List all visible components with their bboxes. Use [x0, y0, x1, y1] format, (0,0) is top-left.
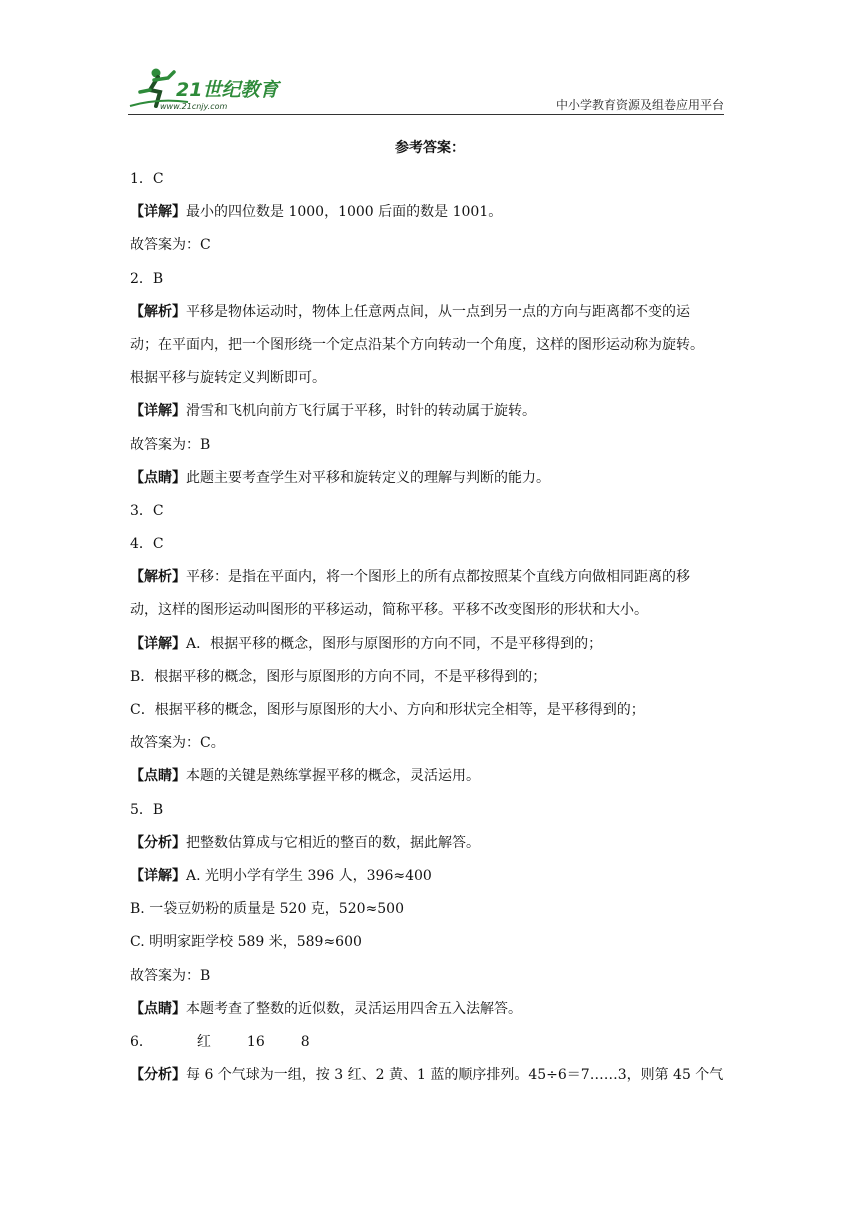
- answer-line: 2．B: [130, 270, 164, 287]
- answer-line: 【点睛】此题主要考查学生对平移和旋转定义的理解与判断的能力。: [130, 469, 550, 486]
- answer-content: [130, 163, 730, 1092]
- page-header: [128, 62, 724, 116]
- answer-line: 故答案为：C。: [130, 735, 225, 752]
- answer-line: 故答案为：C: [130, 237, 211, 254]
- answer-line: 【解析】平移：是指在平面内，将一个图形上的所有点都按照某个直线方向做相同距离的移: [130, 569, 690, 586]
- answer-line: 根据平移与旋转定义判断即可。: [130, 370, 326, 387]
- answer-line: C．根据平移的概念，图形与原图形的大小、方向和形状完全相等，是平移得到的；: [130, 702, 645, 718]
- page-title: 参考答案：: [395, 140, 465, 156]
- answer-line: 【分析】每 6 个气球为一组，按 3 红、2 黄、1 蓝的顺序排列。45÷6＝7……3，则第 45 个气: [130, 1067, 724, 1084]
- answer-line: 【详解】A．根据平移的概念，图形与原图形的方向不同，不是平移得到的；: [130, 635, 603, 652]
- answer-line: 【点睛】本题的关键是熟练掌握平移的概念，灵活运用。: [130, 768, 480, 785]
- answer-line: 3．C: [130, 502, 164, 519]
- answer-line: B．根据平移的概念，图形与原图形的方向不同，不是平移得到的；: [130, 668, 547, 685]
- answer-line: 4．C: [130, 536, 164, 553]
- answer-line: 故答案为：B: [130, 967, 211, 984]
- logo-url: www.21cnjy.com: [160, 102, 228, 111]
- answer-line: 动，这样的图形运动叫图形的平移运动，简称平移。平移不改变图形的形状和大小。: [130, 602, 648, 619]
- answer-line: 【详解】最小的四位数是 1000，1000 后面的数是 1001。: [130, 204, 503, 221]
- answer-line: 动；在平面内，把一个图形绕一个定点沿某个方向转动一个角度，这样的图形运动称为旋转。: [130, 336, 704, 353]
- answer-line: 【点睛】本题考查了整数的近似数，灵活运用四舍五入法解答。: [130, 1000, 522, 1017]
- logo: [128, 62, 298, 114]
- answer-line: 1．C: [130, 171, 164, 187]
- answer-line-q6: 6． 红 16 8: [130, 1033, 310, 1050]
- logo-text: 21世纪教育: [176, 79, 279, 101]
- answer-line: 5．B: [130, 801, 164, 818]
- answer-line: C. 明明家距学校 589 米，589≈600: [130, 934, 362, 951]
- answer-line: 【详解】A. 光明小学有学生 396 人，396≈400: [130, 867, 432, 884]
- site-title: 中小学教育资源及组卷应用平台: [555, 98, 724, 112]
- answer-line: 故答案为：B: [130, 436, 211, 453]
- answer-line: 【解析】平移是物体运动时，物体上任意两点间，从一点到另一点的方向与距离都不变的运: [130, 303, 690, 320]
- answer-line: B. 一袋豆奶粉的质量是 520 克，520≈500: [130, 901, 404, 918]
- header-divider: [128, 114, 724, 115]
- answer-line: 【分析】把整数估算成与它相近的整百的数，据此解答。: [130, 834, 480, 851]
- answer-line: 【详解】滑雪和飞机向前方飞行属于平移，时针的转动属于旋转。: [130, 403, 536, 420]
